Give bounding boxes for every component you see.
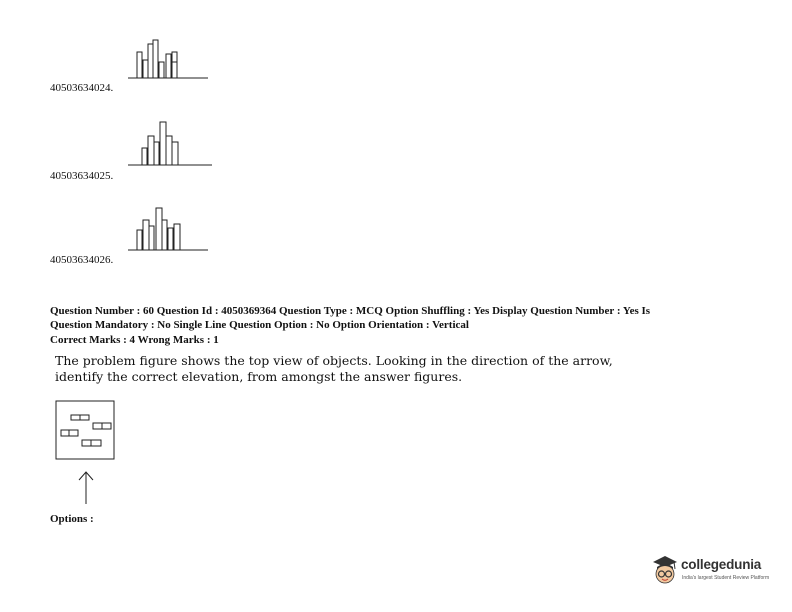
question-meta-line-1: Question Number : 60 Question Id : 4050369364 Question Type : MCQ Option Shuffling : Yes Display Question Number : Yes Is <box>50 305 651 317</box>
problem-figure-top-view <box>55 400 117 462</box>
question-meta-line-2: Question Mandatory : No Single Line Question Option : No Option Orientation : Vertical <box>50 319 469 331</box>
question-text-line-2: identify the correct elevation, from amongst the answer figures. <box>55 369 463 384</box>
options-label: Options : <box>50 513 94 525</box>
option-1-id: 40503634024. <box>50 82 114 94</box>
question-marks: Correct Marks : 4 Wrong Marks : 1 <box>50 334 219 346</box>
option-3-id: 40503634026. <box>50 254 114 266</box>
option-1-figure <box>120 34 212 84</box>
question-text-line-1: The problem figure shows the top view of objects. Looking in the direction of the arrow, <box>55 353 613 368</box>
option-2-figure <box>120 118 215 170</box>
option-2-id: 40503634025. <box>50 170 114 182</box>
collegedunia-logo <box>650 551 770 591</box>
logo-tagline: India's largest Student Review Platform <box>682 575 770 581</box>
direction-arrow-icon <box>76 470 96 506</box>
graduate-mascot-icon <box>650 553 680 587</box>
logo-wordmark: collegedunia <box>681 557 762 572</box>
option-3-figure <box>120 202 212 254</box>
